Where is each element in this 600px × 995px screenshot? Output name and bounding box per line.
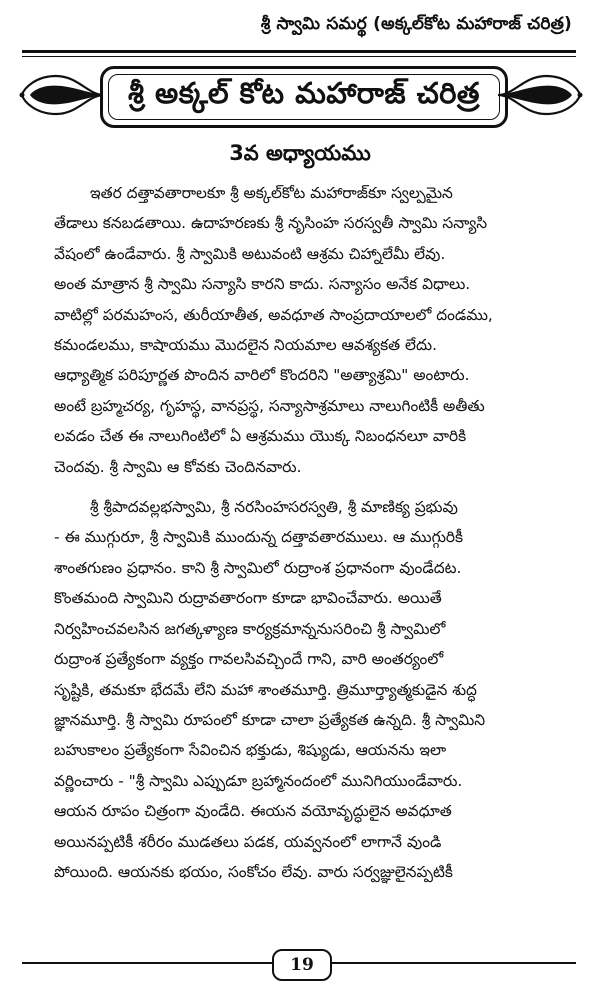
- text-line: రుద్రాంశ ప్రత్యేకంగా వ్యక్తం గావలసివచ్చిందే గాని, వారి అంతర్యంలో: [54, 650, 444, 669]
- text-line: అంత మాత్రాన శ్రీ స్వామి సన్యాసి కారని కాదు. సన్యాసం అనేక విధాలు.: [54, 275, 471, 294]
- text-line: ఇతర దత్తావతారాలకూ శ్రీ అక్కల్‌కోట మహారాజ్‌కూ స్వల్పమైన: [90, 184, 453, 202]
- text-line: అంటే బ్రహ్మచర్య, గృహస్థ, వానప్రస్థ, సన్యాసాశ్రమాలు నాలుగింటికీ అతీతు: [54, 396, 485, 415]
- text-line: పోయింది. ఆయనకు భయం, సంకోచం లేవు. వారు సర్వజ్ఞులైనప్పటికీ: [54, 862, 453, 881]
- text-line: తేడాలు కనబడతాయి. ఉదాహరణకు శ్రీ నృసింహ సరస్వతీ స్వామి సన్యాసి: [54, 214, 488, 233]
- text-line: సృష్టికి, తమకూ భేదమే లేని మహా శాంతమూర్తి. త్రిమూర్త్యాత్మకుడైన శుద్ధ: [54, 680, 477, 699]
- title-frame: [100, 66, 508, 128]
- text-line: చెందవు. శ్రీ స్వామి ఆ కోవకు చెందినవారు.: [54, 457, 302, 476]
- header-rule-thin: [22, 56, 576, 57]
- right-swash-ornament: [496, 62, 584, 128]
- page-number: 19: [290, 955, 314, 975]
- header-rule-thick: [22, 50, 576, 53]
- running-title: శ్రీ స్వామి సమర్థ (అక్కల్‌కోట మహారాజ్ చరిత్ర): [260, 14, 572, 34]
- text-line: లవడం చేత ఈ నాలుగింటిలో ఏ ఆశ్రమము యొక్క నిబంధనలూ వారికి: [54, 427, 467, 446]
- text-line: వేషంలో ఉండేవారు. శ్రీ స్వామికి అటువంటి ఆశ్రమ చిహ్నాలేమీ లేవు.: [54, 244, 446, 263]
- text-line: ఆయన రూపం చిత్రంగా వుండేది. ఈయన వయోవృద్ధులైన అవధూత: [54, 802, 452, 821]
- page-number-badge: [272, 949, 332, 981]
- text-line: కమండలము, కాషాయము మొదలైన నియమాల ఆవశ్యకత లేదు.: [54, 336, 438, 355]
- text-line: - ఈ ముగ్గురూ, శ్రీ స్వామికి ముందున్న దత్తావతారములు. ఆ ముగ్గురికీ: [54, 528, 464, 547]
- running-header: [22, 0, 576, 52]
- left-swash-ornament: [18, 62, 106, 128]
- text-line: శాంతగుణం ప్రధానం. కాని శ్రీ స్వామిలో రుద్రాంశ ప్రధానంగా వుండేదట.: [54, 558, 462, 577]
- text-line: ఆధ్యాత్మిక పరిపూర్ణత పొందిన వారిలో కొందరిని "అత్యాశ్రమి" అంటారు.: [54, 366, 470, 385]
- text-line: అయినప్పటికీ శరీరం ముడతలు పడక, యవ్వనంలో లాగానే వుండి: [54, 832, 442, 851]
- text-line: వర్ణించారు - "శ్రీ స్వామి ఎప్పుడూ బ్రహ్మానందంలో మునిగియుండేవారు.: [54, 771, 463, 790]
- text-line: నిర్వహించవలసిన జగత్కళ్యాణ కార్యక్రమాన్ననుసరించి శ్రీ స్వామిలో: [54, 619, 446, 638]
- book-title: శ్రీ అక్కల్ కోట మహారాజ్ చరిత్ర: [128, 76, 480, 110]
- text-line: జ్ఞానమూర్తి. శ్రీ స్వామి రూపంలో కూడా చాలా ప్రత్యేకత ఉన్నది. శ్రీ స్వామిని: [54, 710, 486, 729]
- paragraph-2: [54, 492, 574, 887]
- body-text: [54, 178, 574, 887]
- chapter-heading: 3వ అధ్యాయము: [229, 141, 371, 165]
- title-banner: [0, 62, 600, 132]
- text-line: కొంతమంది స్వామిని రుద్రావతారంగా కూడా భావించేవారు. అయితే: [54, 589, 442, 608]
- paragraph-1: [54, 178, 574, 482]
- text-line: బహుకాలం ప్రత్యేకంగా సేవించిన భక్తుడు, శిష్యుడు, ఆయనను ఇలా: [54, 741, 447, 760]
- text-line: వాటిల్లో పరమహంస, తురీయాతీత, అవధూత సాంప్రదాయాలలో దండము,: [54, 305, 493, 324]
- text-line: శ్రీ శ్రీపాదవల్లభస్వామి, శ్రీ నరసింహసరస్వతి, శ్రీ మాణిక్య ప్రభువు: [90, 498, 458, 517]
